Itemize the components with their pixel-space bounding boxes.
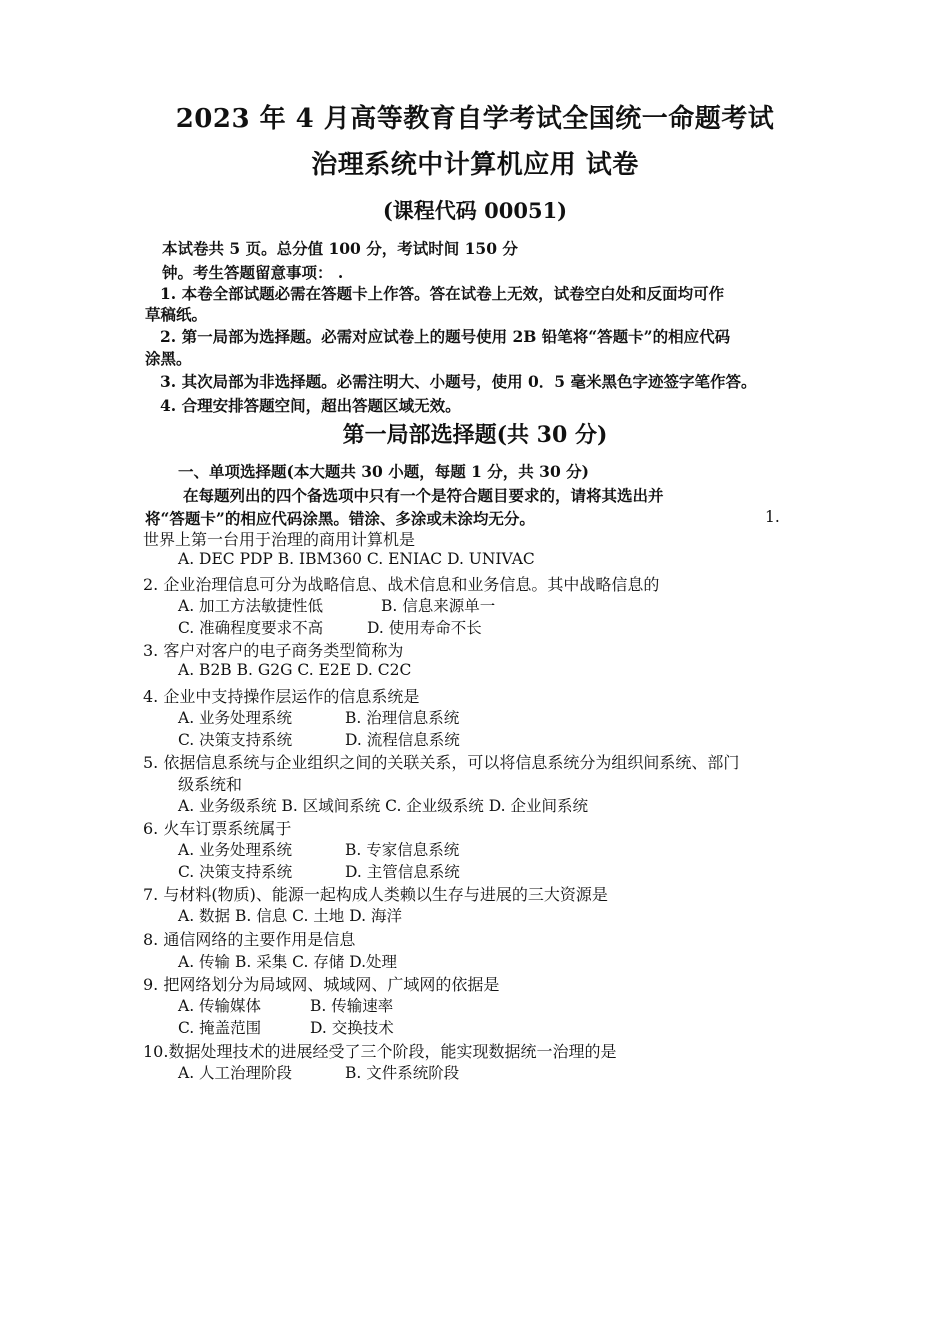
exam-title-line2: 治理系统中计算机应用 试卷	[311, 150, 639, 180]
question-10-options-row1	[178, 1061, 459, 1083]
question-9-option-d: D. 交换技术	[310, 1019, 394, 1037]
question-5-stem-a: 5. 依据信息系统与企业组织之间的关联关系，可以将信息系统分为组织间系统、部门	[143, 753, 740, 772]
question-6-stem: 6. 火车订票系统属于	[143, 819, 292, 838]
question-4-option-d: D. 流程信息系统	[345, 731, 460, 749]
question-4-options-row2	[178, 728, 460, 750]
notice-line2: 钟。考生答题留意事项： .	[162, 263, 344, 282]
notice-item1-a: 1. 本卷全部试题必需在答题卡上作答。答在试卷上无效，试卷空白处和反面均可作	[160, 284, 725, 303]
question-9-option-a: A. 传输媒体	[178, 997, 262, 1015]
question-10-option-a: A. 人工治理阶段	[178, 1064, 293, 1082]
question-2-option-b: B. 信息来源单一	[381, 597, 496, 615]
question-2-stem: 2. 企业治理信息可分为战略信息、战术信息和业务信息。其中战略信息的	[143, 575, 660, 594]
question-2-option-d: D. 使用寿命不长	[367, 619, 482, 637]
question-10-stem: 10.数据处理技术的进展经受了三个阶段，能实现数据统一治理的是	[143, 1042, 617, 1061]
section-instruction-b: 将“答题卡”的相应代码涂黑。错涂、多涂或未涂均无分。	[145, 509, 535, 528]
notice-item1-b: 草稿纸。	[145, 305, 208, 324]
question-5-options: A. 业务级系统 B. 区域间系统 C. 企业级系统 D. 企业间系统	[178, 797, 588, 815]
question-6-option-d: D. 主管信息系统	[345, 863, 460, 881]
section-instruction-a: 在每题列出的四个备选项中只有一个是符合题目要求的，请将其选出并	[183, 486, 664, 505]
question-5-stem-b: 级系统和	[178, 775, 243, 794]
question-8-stem: 8. 通信网络的主要作用是信息	[143, 930, 356, 949]
notice-item2-b: 涂黑。	[145, 349, 192, 368]
question-3-options: A. B2B B. G2G C. E2E D. C2C	[178, 661, 412, 679]
course-code: (课程代码 00051)	[382, 198, 568, 223]
question-1-number: 1.	[765, 508, 780, 526]
question-2-options-row1	[178, 594, 495, 616]
question-3-stem: 3. 客户对客户的电子商务类型简称为	[143, 641, 404, 660]
notice-item3: 3. 其次局部为非选择题。必需注明大、小题号，使用 0．5 毫米黑色字迹签字笔作答。	[160, 372, 757, 391]
question-7-stem: 7. 与材料(物质)、能源一起构成人类赖以生存与进展的三大资源是	[143, 885, 608, 904]
question-6-option-a: A. 业务处理系统	[178, 841, 293, 859]
question-8-options: A. 传输 B. 采集 C. 存储 D.处理	[178, 953, 398, 971]
question-7-options: A. 数据 B. 信息 C. 土地 D. 海洋	[178, 907, 402, 925]
exam-title-line1: 2023 年 4 月高等教育自学考试全国统一命题考试	[175, 104, 775, 134]
question-9-options-row1	[178, 994, 393, 1016]
question-4-option-a: A. 业务处理系统	[178, 709, 293, 727]
question-9-option-b: B. 传输速率	[310, 997, 394, 1015]
notice-line1: 本试卷共 5 页。总分值 100 分，考试时间 150 分	[162, 239, 518, 258]
notice-item2-a: 2. 第一局部为选择题。必需对应试卷上的题号使用 2B 铅笔将“答题卡”的相应代码	[160, 327, 731, 346]
question-6-option-c: C. 决策支持系统	[178, 863, 293, 881]
question-9-stem: 9. 把网络划分为局域网、城域网、广域网的依据是	[143, 975, 500, 994]
question-1-stem: 世界上第一台用于治理的商用计算机是	[143, 530, 416, 549]
question-4-option-c: C. 决策支持系统	[178, 731, 293, 749]
question-10-option-b: B. 文件系统阶段	[345, 1064, 460, 1082]
question-2-options-row2	[178, 616, 482, 638]
question-4-stem: 4. 企业中支持操作层运作的信息系统是	[143, 687, 420, 706]
section-title: 第一局部选择题(共 30 分)	[342, 422, 608, 448]
question-9-option-c: C. 掩盖范围	[178, 1019, 262, 1037]
question-6-options-row2	[178, 860, 460, 882]
section-subtitle: 一、单项选择题(本大题共 30 小题，每题 1 分，共 30 分)	[178, 462, 589, 481]
question-6-options-row1	[178, 838, 459, 860]
question-1-options: A. DEC PDP B. IBM360 C. ENIAC D. UNIVAC	[178, 550, 535, 568]
question-4-option-b: B. 治理信息系统	[345, 709, 460, 727]
question-9-options-row2	[178, 1016, 394, 1038]
question-6-option-b: B. 专家信息系统	[345, 841, 460, 859]
notice-item4: 4. 合理安排答题空间，超出答题区域无效。	[160, 396, 461, 415]
question-4-options-row1	[178, 706, 459, 728]
question-2-option-c: C. 准确程度要求不高	[178, 619, 324, 637]
question-2-option-a: A. 加工方法敏捷性低	[178, 597, 324, 615]
